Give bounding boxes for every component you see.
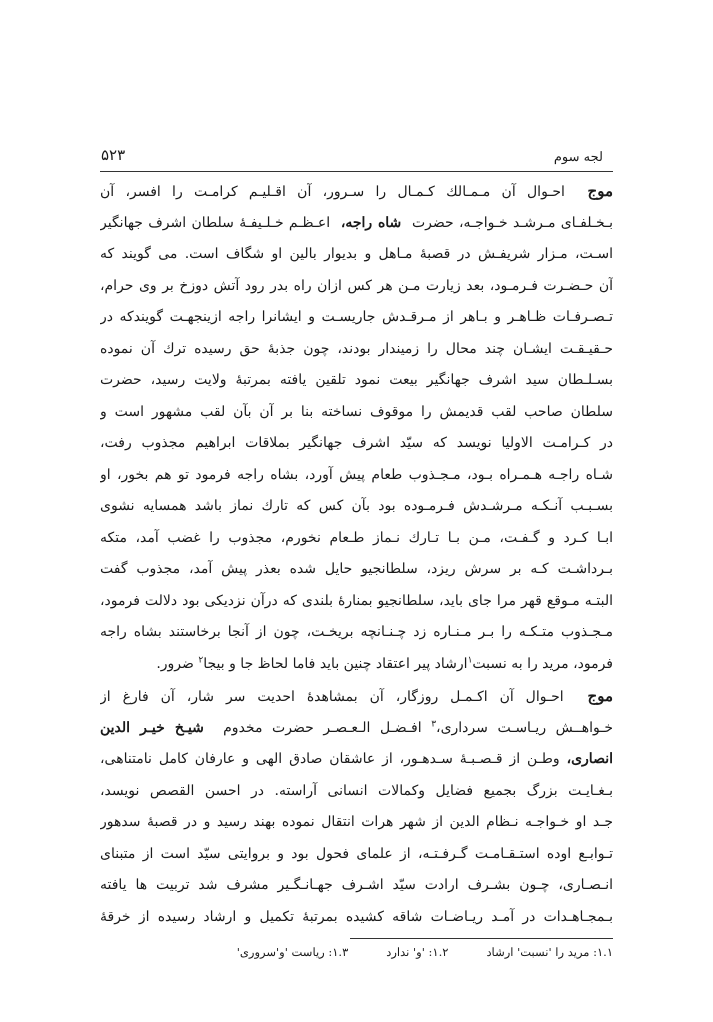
paragraph-khair-al-din [100, 681, 613, 933]
text-line: ابـا كـرد و گـفـت، مـن بـا تـارك نـماز طـعام نخورم، مجذوب را غضب آمد، متكه [100, 529, 613, 546]
footnote-rule [350, 938, 613, 939]
text-line: بـرداشـت كـه بر سرش ريزد، سلطانجيو حايل شده بعذر پيش آمد، مجذوب گفت [100, 561, 613, 577]
header-rule [100, 171, 613, 172]
text-line: بـغـايـت بزرگ بجميع فضايل وكمالات انسانى آراسته. در احسن القصص نويسد، [100, 782, 613, 799]
person-name: شاه راجه، [340, 214, 402, 231]
text-line: آن حـضـرت فـرمـود، بعد زيارت مـن هر كس ازان راه بدر رود آتش دوزخ بر وى حرام، [100, 277, 613, 294]
text-line: بسـبـب آنـكـه مـرشـدش فـرمـوده بود بآن كس كه تارك نماز باشد همسايه نشوى [100, 498, 613, 514]
running-header-title: لجه سوم [553, 150, 603, 165]
footnote-item: ١.١: مريد را 'نسبت' ارشاد [486, 945, 613, 959]
footnote-item: ١.٣: رياست 'و'سرورى' [236, 945, 349, 959]
footnote-ref[interactable]: ١ [467, 654, 473, 665]
text-line: حـقيـقـت ايشـان چند محال را زميندار بودند، چون جذبهٔ حق رسيده ترك آن نموده [100, 340, 613, 357]
text-line: موج احـوال آن اكـمـل روزگار، آن بمشاهدهٔ احديت سر شار، آن فارغ از [100, 687, 613, 705]
text-line: تـوابـع اوده استـقـامـت گـرفـتـه، از علماى فحول بود و بروايتى سيّد است از متبناى [100, 845, 613, 862]
person-name: انصارى، [566, 751, 613, 767]
text-line: انـصـارى، چـون بشـرف ارادت سيّد اشـرف جهـانـگـير مشرف شد تربيت ها يافته [100, 877, 613, 893]
text-line: انصارى، وطـن از قـصـبـهٔ سـدهـور، از عاشقان صادق الهى و عارفان كامل نامتناهى، [100, 751, 613, 767]
text-line: اسـت، مـزار شريفـش در قصبهٔ مـاهل و بديوار بالين او شگاف است. مى گويند كه [100, 246, 613, 262]
text-line: البتـه مـوقع قهر مرا جاى بايد، سلطانجيو بمنارهٔ بلندى كه درآن نزديكى بود دلالت فرمود، [100, 592, 613, 609]
text-line: خـواهــش ريـاسـت سرداری،$^٣$ افـضـل الـعـصـر حضرت مخدوم شيـخ خيـر الدين [100, 718, 613, 736]
text-line: شـاه راجـه هـمـراه بـود، مـجـذوب طعام پيش آورد، بشاه راجه فرمود تو هم بخور، او [100, 466, 613, 483]
footnote-ref[interactable]: ٣ [431, 718, 437, 729]
text-line: بـمجـاهـدات در آمـد ريـاضـات شاقه كشيده بمرتبهٔ تكميل و ارشاد رسيده از خرقهٔ [100, 908, 613, 925]
section-keyword: موج [587, 182, 613, 200]
person-name: شيـخ خيـر الدين [100, 719, 204, 736]
text-line: جـد او خـواجـه نـظام الدين از شهر هرات انتقال نموده بهند رسيد و در قصبهٔ سدهور [100, 814, 613, 830]
text-line: فرمود، مريد را به نسبت$^١$ارشاد پير اعتقاد چنين بايد فاما لحاظ جا و بيجا$^٢$ ضرور. [156, 654, 613, 672]
text-line: تـصـرفـات ظـاهـر و بـاهر از مـرقـدش جاريسـت و ايشانرا راجه ازينجهـت گويندكه در [100, 309, 613, 325]
text-line: بسـلـطان سيد اشرف جهانگير بيعت نمود تلقين يافته بمرتبهٔ ولايت رسيد، حضرت [100, 372, 613, 388]
text-line: سلطان صاحب لقب قديمش را موقوف نساخته بنا بر آن بآن لقب مشهور است و [100, 403, 613, 420]
paragraph-shah-raja [100, 176, 613, 680]
text-line: مـجـذوب متـكـه را بـر مـنـاره زد چـنـانچه بريخـت، چون از آنجا برخاستند بشاه راجه [100, 624, 613, 640]
footnotes [143, 945, 613, 959]
text-line: بـخـلفـاى مـرشـد خـواجـه، حضرت شاه راجه، اعـظـم خـلـيفـهٔ سلطان اشرف جهانگير [100, 214, 613, 231]
page-number: ۵۲۳ [101, 146, 126, 164]
text-line: در كـرامـت الاوليا نويسد كه سيّد اشرف جهانگير بملاقات ابراهيم مجذوب رفت، [100, 435, 613, 451]
text-line: موج احـوال آن مـمـالك كـمـال را سـرور، آن اقـليـم كرامـت را افسر، آن [100, 182, 613, 200]
footnote-item: ١.٢: 'و' ندارد [386, 945, 449, 959]
section-keyword: موج [587, 687, 613, 705]
footnote-ref[interactable]: ٢ [198, 654, 204, 665]
